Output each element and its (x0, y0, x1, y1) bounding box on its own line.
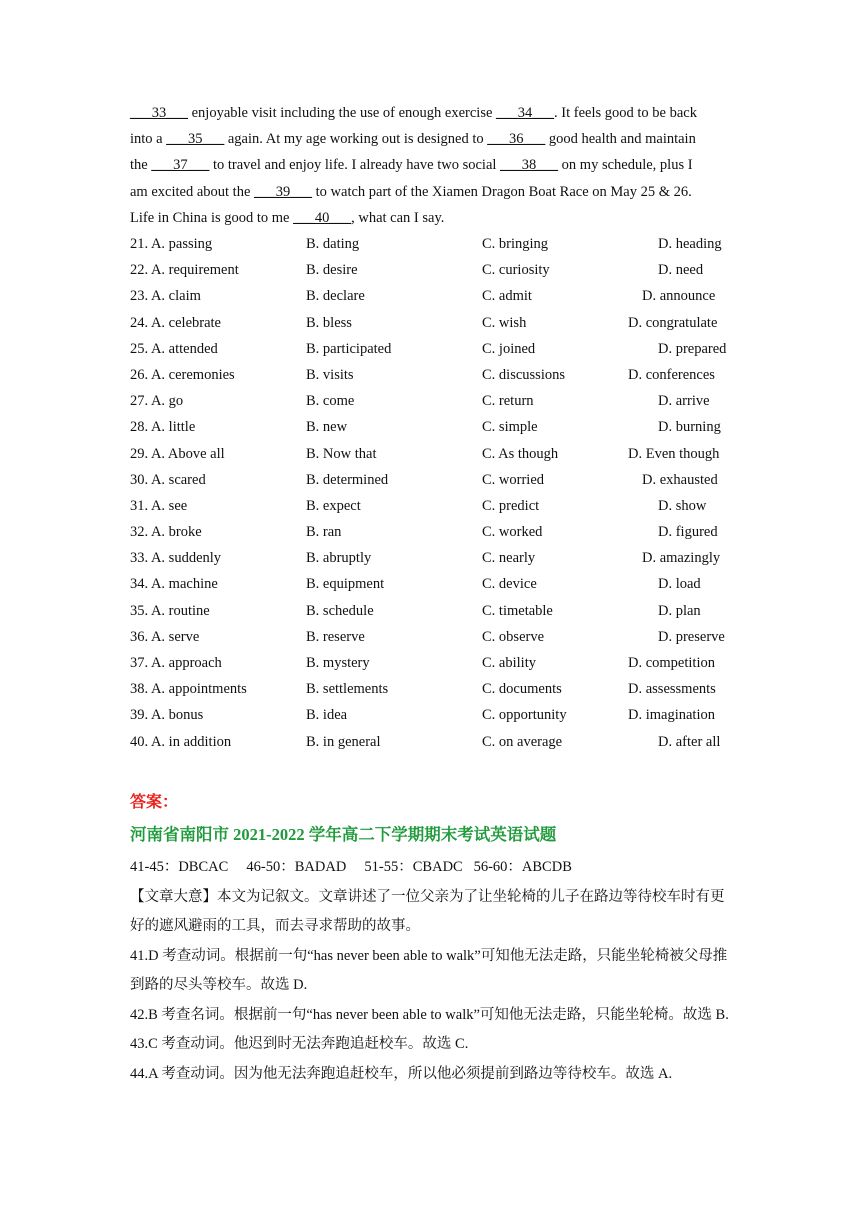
option-d: D. prepared (658, 340, 727, 357)
option-b: B. idea (306, 707, 348, 724)
option-d: D. burning (658, 419, 721, 436)
option-c: C. As though (482, 445, 559, 462)
passage-line-5 (130, 205, 740, 231)
option-c: C. bringing (482, 236, 549, 252)
option-row-27 (130, 388, 740, 414)
explanation-41: 41.D 考查动词。根据前一句“has never been able to walk”可知他无法走路，只能坐轮椅被父母推到路的尽头等校车。故选 D. (130, 947, 728, 993)
option-d: D. arrive (658, 393, 710, 410)
option-d: D. announce (642, 288, 716, 305)
option-c: C. observe (482, 628, 545, 645)
option-c: C. device (482, 576, 537, 593)
option-d: D. plan (658, 602, 701, 619)
option-d: D. after all (658, 733, 721, 750)
blank-36: ___36___ (487, 131, 546, 148)
passage-text: again. At my age working out is designed to (224, 131, 488, 148)
option-a: 33. A. suddenly (130, 550, 222, 567)
option-a: 31. A. see (130, 497, 188, 514)
option-c: C. opportunity (482, 707, 567, 724)
passage-line-4 (130, 179, 740, 205)
answer-section (130, 853, 732, 1089)
option-b: B. desire (306, 262, 358, 279)
option-c: C. ability (482, 655, 536, 671)
option-c: C. timetable (482, 602, 553, 619)
option-a: 37. A. approach (130, 655, 222, 671)
option-d: D. preserve (658, 628, 725, 645)
option-d: D. show (658, 497, 707, 514)
option-a: 39. A. bonus (130, 707, 204, 724)
option-c: C. admit (482, 288, 532, 305)
explanation-42: 42.B 考查名词。根据前一句“has never been able to walk”可知他无法走路，只能坐轮椅。故选 B. (130, 1006, 729, 1023)
summary-paragraph: 【文章大意】本文为记叙文。文章讲述了一位父亲为了让坐轮椅的儿子在路边等待校车时有更好的遮风避雨的工具，而去寻求帮助的故事。 (130, 888, 725, 934)
passage-text: am excited about the (130, 183, 255, 200)
passage-text: on my schedule, plus I (558, 157, 693, 174)
option-row-29 (130, 441, 740, 467)
option-b: B. come (306, 393, 355, 410)
option-a: 28. A. little (130, 419, 196, 436)
passage-line-3 (130, 152, 740, 178)
option-row-21 (130, 231, 740, 257)
blank-37: ___37___ (151, 157, 210, 174)
option-d: D. amazingly (642, 550, 721, 567)
option-a: 21. A. passing (130, 236, 213, 252)
option-b: B. settlements (306, 681, 389, 698)
passage-text: to watch part of the Xiamen Dragon Boat Race on May 25 & 26. (312, 183, 692, 200)
option-a: 27. A. go (130, 393, 184, 410)
option-a: 40. A. in addition (130, 733, 232, 750)
answer-keys: 41-45：DBCAC 46-50：BADAD 51-55：CBADC 56-60：ABCDB (130, 859, 572, 875)
option-c: C. on average (482, 733, 563, 750)
option-a: 26. A. ceremonies (130, 366, 235, 383)
passage-line-1 (130, 100, 740, 126)
option-row-37 (130, 650, 740, 676)
option-b: B. reserve (306, 628, 365, 645)
option-c: C. wish (482, 314, 527, 331)
option-d: D. need (658, 262, 704, 279)
passage-text: , what can I say. (351, 209, 445, 226)
option-b: B. declare (306, 288, 365, 305)
option-b: B. equipment (306, 576, 385, 593)
option-d: D. competition (628, 655, 715, 671)
option-b: B. visits (306, 366, 354, 383)
option-row-34 (130, 571, 740, 597)
blank-35: ___35___ (166, 131, 225, 148)
option-d: D. assessments (628, 681, 716, 698)
option-b: B. mystery (306, 655, 370, 671)
blank-34: ___34___ (496, 105, 555, 121)
passage-text: . It feels good to be back (554, 105, 697, 121)
option-c: C. simple (482, 419, 538, 436)
passage-text: good health and maintain (545, 131, 696, 148)
option-b: B. new (306, 419, 348, 436)
option-row-30 (130, 467, 740, 493)
option-row-39 (130, 702, 740, 728)
option-row-38 (130, 676, 740, 702)
option-row-31 (130, 493, 740, 519)
option-b: B. determined (306, 471, 389, 488)
option-a: 38. A. appointments (130, 681, 247, 698)
answer-label: 答案： (130, 794, 179, 811)
passage-text: the (130, 157, 152, 174)
source-title: 河南省南阳市 2021-2022 学年高二下学期期末考试英语试题 (130, 825, 557, 844)
option-b: B. abruptly (306, 550, 372, 567)
option-c: C. worked (482, 524, 543, 541)
blank-39: ___39___ (254, 183, 313, 200)
option-b: B. ran (306, 524, 342, 541)
option-row-24 (130, 310, 740, 336)
option-row-35 (130, 598, 740, 624)
option-row-32 (130, 519, 740, 545)
option-a: 29. A. Above all (130, 445, 225, 462)
option-row-40 (130, 729, 740, 755)
passage-text: Life in China is good to me (130, 209, 294, 226)
option-row-28 (130, 414, 740, 440)
options-list (130, 231, 740, 755)
option-a: 32. A. broke (130, 524, 202, 541)
option-row-33 (130, 545, 740, 571)
option-row-36 (130, 624, 740, 650)
passage-text: enjoyable visit including the use of enough exercise (188, 105, 497, 121)
option-c: C. return (482, 393, 534, 410)
option-b: B. in general (306, 733, 381, 750)
option-row-26 (130, 362, 740, 388)
option-c: C. discussions (482, 366, 565, 383)
option-row-23 (130, 283, 740, 309)
passage-text: into a (130, 131, 167, 148)
option-a: 22. A. requirement (130, 262, 239, 279)
option-d: D. heading (658, 236, 722, 252)
blank-33: ___33___ (130, 105, 188, 121)
option-c: C. curiosity (482, 262, 550, 279)
option-d: D. Even though (628, 445, 720, 462)
option-c: C. documents (482, 681, 562, 698)
option-b: B. dating (306, 236, 360, 252)
option-a: 23. A. claim (130, 288, 201, 305)
blank-40: ___40___ (293, 209, 352, 226)
option-b: B. Now that (306, 445, 377, 462)
blank-38: ___38___ (500, 157, 559, 174)
option-a: 25. A. attended (130, 340, 218, 357)
option-a: 35. A. routine (130, 602, 210, 619)
option-a: 24. A. celebrate (130, 314, 221, 331)
cloze-passage (130, 100, 740, 231)
option-d: D. conferences (628, 366, 715, 383)
option-b: B. participated (306, 340, 392, 357)
passage-text: to travel and enjoy life. I already have two social (209, 157, 501, 174)
option-c: C. predict (482, 497, 540, 514)
passage-line-2 (130, 126, 740, 152)
option-d: D. figured (658, 524, 718, 541)
option-d: D. imagination (628, 707, 715, 724)
option-c: C. nearly (482, 550, 536, 567)
option-d: D. exhausted (642, 471, 718, 488)
option-b: B. expect (306, 497, 361, 514)
explanation-43: 43.C 考查动词。他迟到时无法奔跑追赶校车。故选 C. (130, 1036, 469, 1052)
option-c: C. worried (482, 471, 545, 488)
option-row-25 (130, 336, 740, 362)
option-row-22 (130, 257, 740, 283)
explanation-44: 44.A 考查动词。因为他无法奔跑追赶校车，所以他必须提前到路边等待校车。故选 A. (130, 1065, 673, 1082)
option-b: B. schedule (306, 602, 374, 619)
option-b: B. bless (306, 314, 352, 331)
option-d: D. congratulate (628, 314, 718, 331)
option-c: C. joined (482, 340, 536, 357)
option-a: 34. A. machine (130, 576, 218, 593)
option-a: 36. A. serve (130, 628, 200, 645)
option-a: 30. A. scared (130, 471, 206, 488)
option-d: D. load (658, 576, 701, 593)
